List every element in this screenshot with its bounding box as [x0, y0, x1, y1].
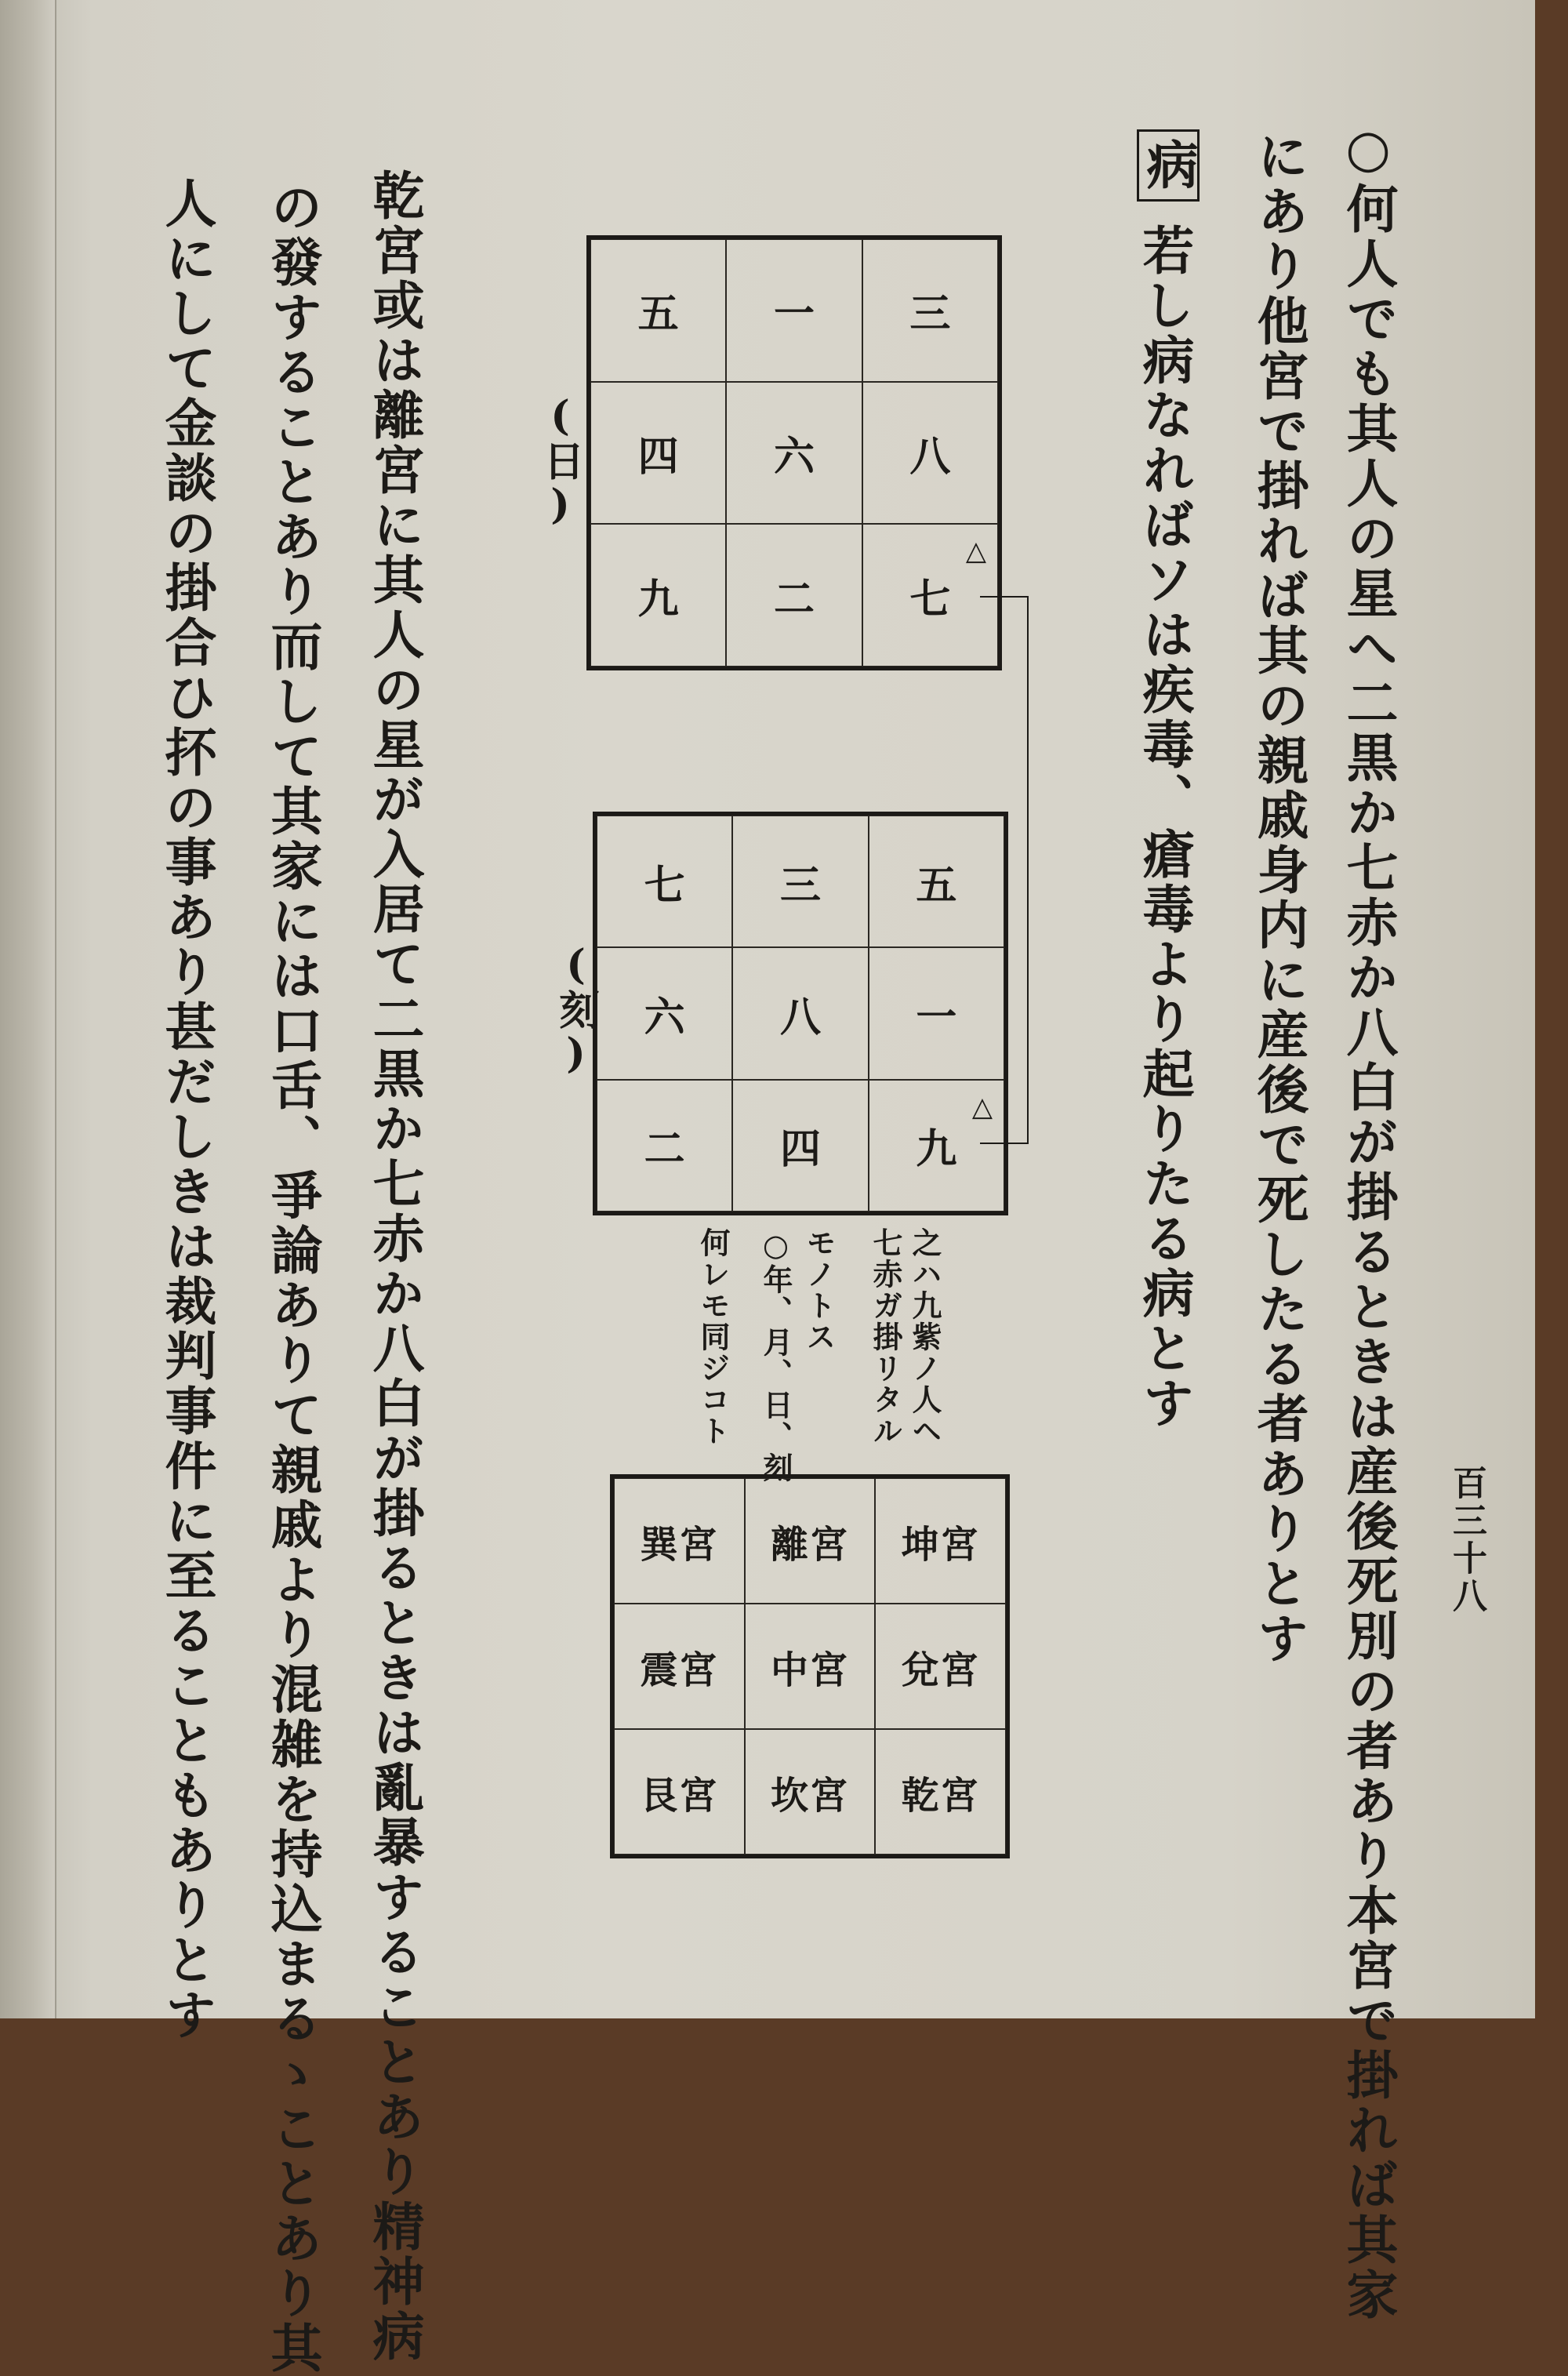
palace-cell-7: 艮宮 [614, 1729, 745, 1855]
text-column-4: 乾宮或は離宮に其人の星が入居て二黒か七赤か八白が掛るときは亂暴することあり精神病 [364, 169, 425, 2364]
triangle-marker-icon: △ [965, 536, 986, 568]
hour-star-grid [593, 812, 1008, 1215]
hour-cell-2: 三 [732, 816, 868, 947]
day-cell-1: 五 [590, 239, 726, 382]
section-label [1137, 129, 1200, 202]
day-cell-7: 九 [590, 524, 726, 667]
connector-line [980, 596, 1029, 1144]
caption-column-3: モノトス [801, 1227, 837, 1353]
day-star-grid [586, 235, 1002, 670]
hour-cell-8: 四 [732, 1080, 868, 1212]
palace-cell-1: 巽宮 [614, 1478, 745, 1604]
hour-cell-6: 一 [869, 947, 1004, 1079]
caption-column-2: 七赤ガ掛リタル [868, 1227, 903, 1447]
hour-cell-1: 七 [597, 816, 732, 947]
text-column-1: ○何人でも其人の星へ二黒か七赤か八白が掛るときは産後死別の者あり本宮で掛れば其家 [1338, 118, 1399, 2323]
palace-cell-2: 離宮 [745, 1478, 876, 1604]
text-column-2: にあり他宮で掛れば其の親戚身内に産後で死したる者ありとす [1248, 129, 1309, 1666]
section-label-box: 病 [1137, 129, 1200, 202]
palace-cell-4: 震宮 [614, 1604, 745, 1729]
triangle-marker-icon: △ [971, 1091, 993, 1123]
day-cell-6: 八 [862, 382, 998, 525]
text-column-5: の發することあり而して其家には口舌、爭論ありて親戚より混雑を持込まるゝことあり其 [262, 180, 323, 2376]
book-spine [0, 0, 56, 2018]
day-grid-label: (日) [536, 392, 584, 529]
palace-cell-6: 兌宮 [875, 1604, 1006, 1729]
hour-cell-5: 八 [732, 947, 868, 1079]
palace-cell-5: 中宮 [745, 1604, 876, 1729]
day-cell-5: 六 [726, 382, 862, 525]
caption-column-4: ○年、月、日、刻 [758, 1227, 793, 1484]
caption-column-1: 之ハ九紫ノ人ヘ [907, 1227, 942, 1447]
hour-cell-7: 二 [597, 1080, 732, 1212]
hour-cell-3: 五 [869, 816, 1004, 947]
day-cell-8: 二 [726, 524, 862, 667]
hour-cell-9-value: 九 [916, 1125, 957, 1174]
day-cell-9 [862, 524, 998, 667]
day-cell-9-value: 七 [909, 575, 951, 623]
hour-grid-label: (刻) [552, 941, 600, 1077]
palace-cell-9: 乾宮 [875, 1729, 1006, 1855]
day-cell-3: 三 [862, 239, 998, 382]
page-number: 百三十八 [1446, 1465, 1486, 1615]
palace-grid [610, 1474, 1010, 1858]
palace-cell-3: 坤宮 [875, 1478, 1006, 1604]
day-cell-4: 四 [590, 382, 726, 525]
text-column-6: 人にして金談の掛合ひ抔の事あり甚だしきは裁判事件に至ることもありとす [156, 176, 217, 2043]
caption-column-5: 何レモ同ジコト [695, 1227, 731, 1447]
text-column-3: 若し病なればソは疾毒、瘡毒より起りたる病とす [1134, 223, 1195, 1431]
day-cell-2: 一 [726, 239, 862, 382]
hour-cell-4: 六 [597, 947, 732, 1079]
palace-cell-8: 坎宮 [745, 1729, 876, 1855]
